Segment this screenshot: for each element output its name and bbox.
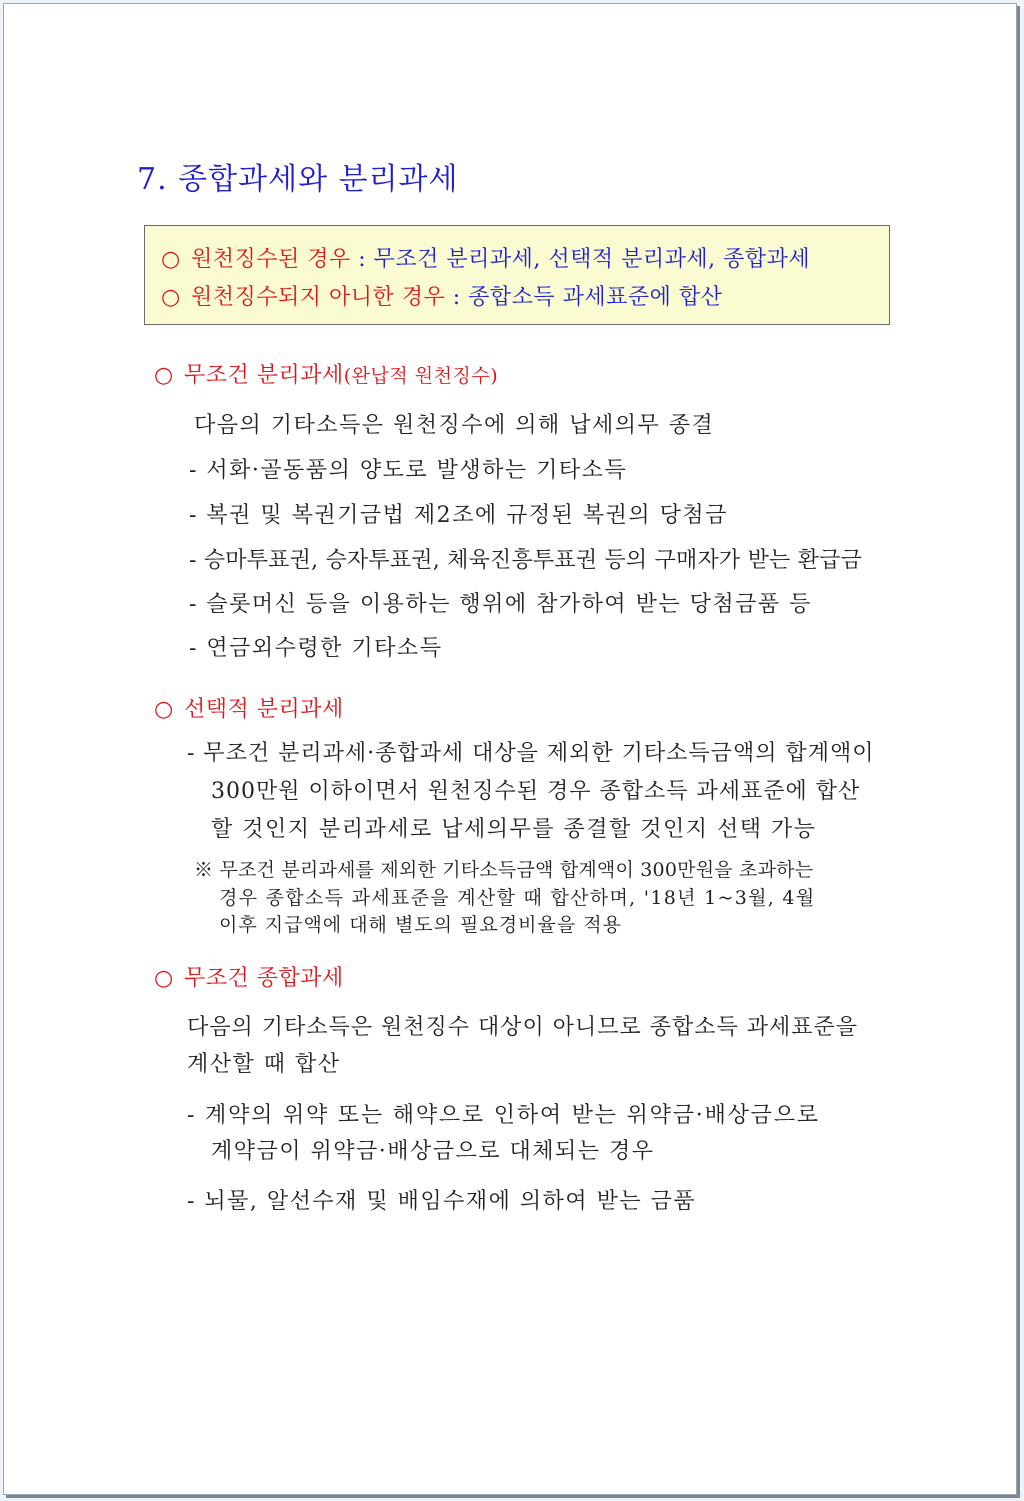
summary-line-1-colon: : — [350, 247, 374, 272]
bullet-icon: ○ — [154, 363, 174, 388]
summary-line-2-label: 원천징수되지 아니한 경우 — [191, 285, 446, 310]
section2-note-line-1: ※ 무조건 분리과세를 제외한 기타소득금액 합계액이 300만원을 초과하는 — [194, 859, 814, 881]
section2-item-line-2: 300만원 이하이면서 원천징수된 경우 종합소득 과세표준에 합산 — [211, 779, 861, 804]
section3-heading-text: 무조건 종합과세 — [184, 966, 344, 991]
section1-item-3: - 승마투표권, 승자투표권, 체육진흥투표권 등의 구매자가 받는 환급금 — [189, 548, 863, 573]
section2-note-line-2: 경우 종합소득 과세표준을 계산할 때 합산하며, '18년 1~3월, 4월 — [219, 887, 816, 909]
section3-heading — [154, 961, 344, 992]
summary-line-1 — [161, 242, 810, 273]
section2-note-line-3: 이후 지급액에 대해 별도의 필요경비율을 적용 — [219, 914, 622, 936]
summary-line-2 — [161, 280, 722, 311]
summary-line-2-value: 종합소득 과세표준에 합산 — [468, 285, 723, 310]
section1-item-5: - 연금외수령한 기타소득 — [189, 636, 443, 661]
section1-item-2: - 복권 및 복권기금법 제2조에 규정된 복권의 당첨금 — [189, 503, 728, 528]
section3-item-2: - 뇌물, 알선수재 및 배임수재에 의하여 받는 금품 — [187, 1189, 697, 1214]
section1-item-4: - 슬롯머신 등을 이용하는 행위에 참가하여 받는 당첨금품 등 — [189, 592, 812, 617]
bullet-icon: ○ — [161, 247, 181, 272]
section3-item-1-line-1: - 계약의 위약 또는 해약으로 인하여 받는 위약금·배상금으로 — [187, 1103, 820, 1128]
summary-line-2-colon: : — [445, 285, 469, 310]
summary-line-1-label: 원천징수된 경우 — [191, 247, 351, 272]
section1-intro: 다음의 기타소득은 원천징수에 의해 납세의무 종결 — [194, 413, 715, 438]
section2-item-line-1: - 무조건 분리과세·종합과세 대상을 제외한 기타소득금액의 합계액이 — [187, 741, 875, 766]
summary-box — [144, 225, 890, 325]
section2-heading-text: 선택적 분리과세 — [184, 697, 344, 722]
section1-heading-text: 무조건 분리과세 — [184, 363, 344, 388]
section1-heading — [154, 358, 498, 389]
section1-item-1: - 서화·골동품의 양도로 발생하는 기타소득 — [189, 458, 628, 483]
section2-heading — [154, 692, 344, 723]
document-page — [3, 3, 1017, 1495]
summary-line-1-value: 무조건 분리과세, 선택적 분리과세, 종합과세 — [373, 247, 811, 272]
bullet-icon: ○ — [161, 285, 181, 310]
page-title: 7. 종합과세와 분리과세 — [137, 162, 459, 197]
section2-item-line-3: 할 것인지 분리과세로 납세의무를 종결할 것인지 선택 가능 — [211, 817, 817, 842]
bullet-icon: ○ — [154, 697, 174, 722]
section3-intro-line-2: 계산할 때 합산 — [187, 1052, 341, 1077]
bullet-icon: ○ — [154, 966, 174, 991]
section1-heading-sub: (완납적 원천징수) — [343, 365, 499, 387]
section3-intro-line-1: 다음의 기타소득은 원천징수 대상이 아니므로 종합소득 과세표준을 — [187, 1015, 859, 1040]
section3-item-1-line-2: 계약금이 위약금·배상금으로 대체되는 경우 — [211, 1139, 655, 1164]
